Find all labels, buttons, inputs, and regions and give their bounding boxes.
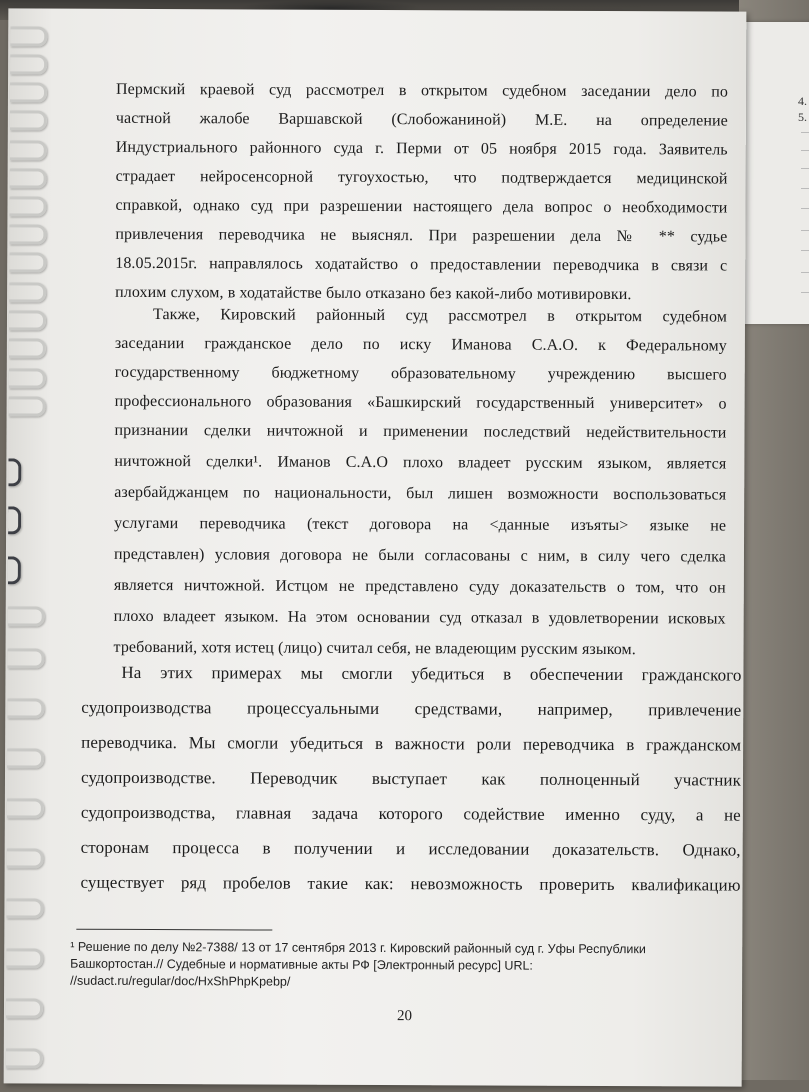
binding-ring [10, 54, 47, 74]
footnote [70, 939, 690, 993]
text-line: представлен) условия договора не были согласованы с ним, в силу чего сделка [113, 545, 726, 566]
binding-ring [6, 998, 43, 1018]
adjacent-sheet-mark [801, 208, 809, 209]
document-page [4, 8, 747, 1086]
binding-ring [10, 168, 47, 188]
binding-ring [9, 282, 46, 302]
text-line: судопроизводства, главная задача которого содействие именно суду, а не [80, 802, 741, 825]
text-line: сторонам процесса в получении и исследовании доказательств. Однако, [80, 837, 741, 860]
binding-ring [7, 798, 44, 818]
text-line: судопроизводства процессуальными средствами, например, привлечение [81, 697, 742, 720]
text-line: Индустриального районного суда г. Перми от 05 ноября 2015 года. Заявитель [115, 138, 728, 159]
text-line: ничтожной сделки¹. Иманов С.А.О плохо владеет русским языком, является [114, 452, 727, 473]
binding-ring [10, 26, 47, 46]
binding-ring [10, 82, 47, 102]
binding-ring [7, 648, 44, 668]
text-line: требований, хотя истец (лицо) считал себя, не владеющим русским языком. [113, 638, 636, 659]
page-number: 20 [396, 1008, 412, 1025]
text-line: азербайджанцем по национальности, был лишен возможности воспользоваться [114, 483, 727, 504]
text-line: справкой, однако суд при разрешении настоящего дела вопрос о необходимости [115, 196, 728, 217]
text-line: переводчика. Мы смогли убедиться в важности роли переводчика в гражданском [81, 732, 742, 755]
text-line: признании сделки ничтожной и применении последствий недействительности [114, 421, 727, 442]
binding-ring [9, 396, 46, 416]
body-text-lower [80, 662, 745, 895]
binding-ring [8, 506, 21, 534]
binding-ring [7, 748, 44, 768]
adjacent-sheet-mark [801, 230, 809, 231]
adjacent-sheet-mark [801, 132, 809, 133]
text-line: плохо владеет языком. На этом основании суд отказал в удовлетворении исковых [113, 607, 726, 628]
body-text [113, 80, 729, 659]
text-line: частной жалобе Варшавской (Слобожаниной) М.Е. на определение [115, 109, 728, 130]
adjacent-sheet-mark [801, 150, 809, 151]
adjacent-sheet-number: 4. [798, 94, 807, 108]
text-line: Пермский краевой суд рассмотрел в открытом судебном заседании дело по [115, 80, 729, 101]
binding-ring [9, 338, 46, 358]
binding-ring [10, 140, 47, 160]
adjacent-sheet [738, 22, 809, 324]
binding-ring [8, 606, 45, 626]
text-line: существует ряд пробелов такие как: невозможность проверить квалификацию [80, 872, 741, 895]
adjacent-sheet-mark [801, 168, 809, 169]
binding-ring [9, 224, 46, 244]
binding-ring [9, 252, 46, 272]
text-line: услугами переводчика (текст договора на <данные изъяты> языке не [114, 514, 727, 535]
binding-ring [8, 556, 21, 584]
binding-ring [9, 368, 46, 388]
text-line: государственному бюджетному образовательному учреждению высшего [114, 363, 727, 384]
text-line: плохим слухом, в ходатайстве было отказано без какой-либо мотивировки. [115, 283, 632, 304]
adjacent-sheet-number: 5. [798, 110, 807, 124]
text-line: профессионального образования «Башкирский государственный университет» о [114, 392, 727, 413]
binding-ring [6, 948, 43, 968]
binding-ring [7, 848, 44, 868]
binding-ring [8, 458, 21, 486]
adjacent-sheet-mark [801, 188, 809, 189]
text-line: 18.05.2015г. направлялось ходатайство о предоставлении переводчика в связи с [115, 254, 728, 275]
footnote-separator [76, 929, 272, 931]
adjacent-sheet-mark [801, 272, 809, 273]
text-line: является ничтожной. Истцом не представлено суду доказательств о том, что он [113, 576, 726, 597]
text-line: страдает нейросенсорной тугоухостью, что подтверждается медицинской [115, 167, 728, 188]
text-line: привлечения переводчика не выяснял. При разрешении дела № ** судье [115, 225, 728, 246]
paragraph-first-line: Также, Кировский районный суд рассмотрел в открытом судебном [152, 306, 728, 326]
binding-ring [10, 110, 47, 130]
adjacent-sheet-mark [801, 250, 809, 251]
footnote-line: //sudact.ru/regular/doc/HxShPhpKpebp/ [70, 973, 291, 989]
binding-ring [7, 698, 44, 718]
binding-ring [6, 898, 43, 918]
binding-ring [9, 310, 46, 330]
text-line: заседании гражданское дело по иску Иманова С.А.О. к Федеральному [114, 334, 727, 355]
comb-binding [4, 8, 55, 1088]
paragraph-first-line: На этих примерах мы смогли убедиться в обеспечении гражданского [121, 662, 742, 685]
binding-ring [6, 1048, 43, 1068]
adjacent-sheet-mark [801, 292, 809, 293]
binding-ring [9, 196, 46, 216]
footnote-line: ¹ Решение по делу №2-7388/ 13 от 17 сентября 2013 г. Кировский районный суд г. Уфы Республики [70, 939, 646, 957]
footnote-line: Башкортостан.// Судебные и нормативные акты РФ [Электронный ресурс] URL: [70, 956, 533, 973]
text-line: судопроизводстве. Переводчик выступает как полноценный участник [80, 767, 742, 790]
